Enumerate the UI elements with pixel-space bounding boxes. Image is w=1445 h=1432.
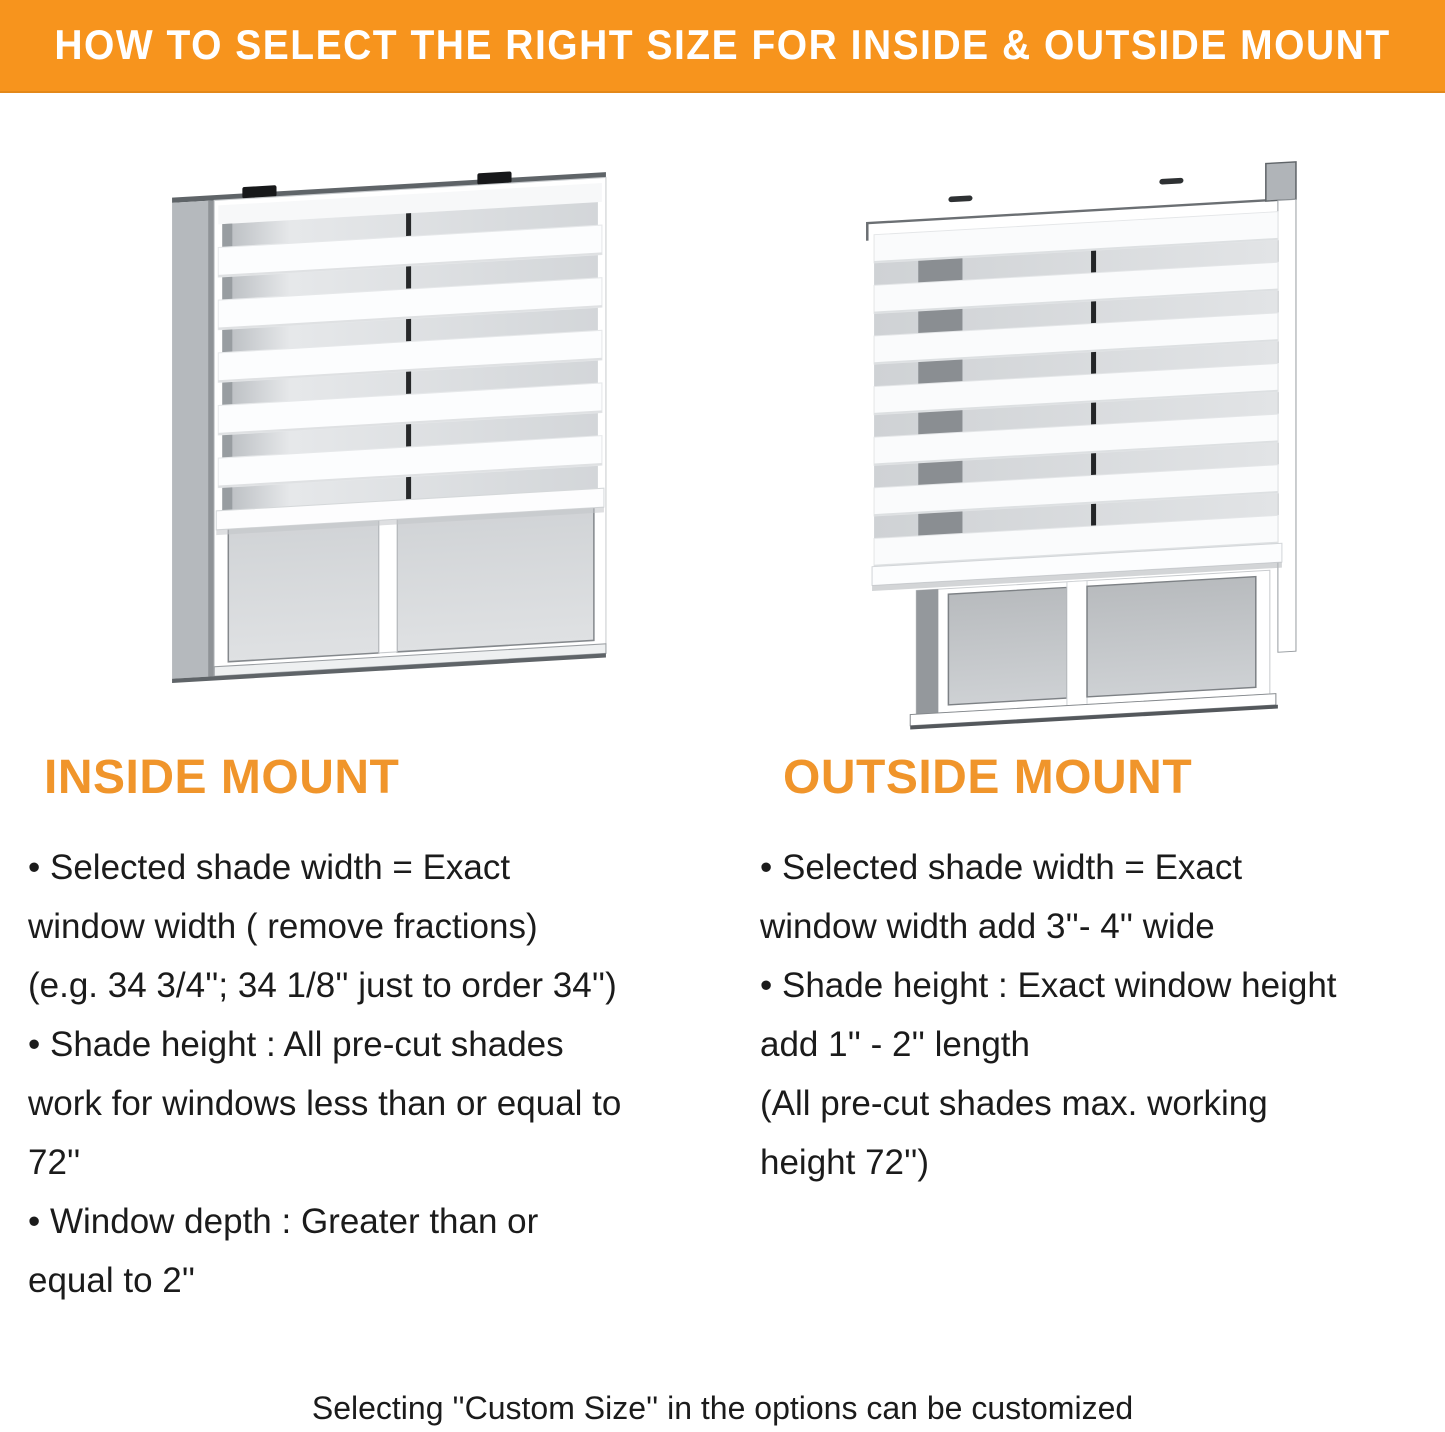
mounting-bracket: [1266, 162, 1296, 201]
zebra-shade: [872, 211, 1282, 591]
inside-mount-window-illustration: [158, 150, 620, 708]
inside-mount-heading: INSIDE MOUNT: [44, 751, 400, 804]
bullet-text-line: (e.g. 34 3/4''; 34 1/8'' just to order 34''): [28, 966, 617, 1005]
custom-size-note: Selecting ''Custom Size'' in the options can be customized: [311, 1390, 1134, 1426]
bullet-text-line: • Selected shade width = Exact: [28, 848, 511, 887]
banner: [0, 0, 1445, 93]
outside-mount-heading: OUTSIDE MOUNT: [783, 751, 1193, 804]
bullet-text-line: window width add 3''- 4'' wide: [760, 907, 1215, 946]
bullet-text-line: equal to 2'': [28, 1261, 196, 1300]
window-glass: [910, 570, 1278, 730]
bullet-text-line: work for windows less than or equal to: [28, 1084, 622, 1123]
bullet-text-line: add 1'' - 2'' length: [760, 1025, 1030, 1064]
bullet-text-line: • Shade height : All pre-cut shades: [28, 1025, 564, 1064]
bullet-text-line: 72'': [28, 1143, 81, 1182]
bullet-text-line: • Shade height : Exact window height: [760, 966, 1337, 1005]
inside-mount-specs: [28, 838, 728, 1310]
bullet-text-line: window width ( remove fractions): [28, 907, 538, 946]
bullet-text-line: height 72''): [760, 1143, 930, 1182]
window-frame-right: [1278, 199, 1296, 652]
bullet-text-line: • Window depth : Greater than or: [28, 1202, 539, 1241]
bullet-text-line: • Selected shade width = Exact: [760, 848, 1243, 887]
zebra-shade: [216, 183, 604, 535]
bullet-text-line: (All pre-cut shades max. working: [760, 1084, 1268, 1123]
outside-mount-window-illustration: [860, 138, 1302, 738]
banner-title: HOW TO SELECT THE RIGHT SIZE FOR INSIDE & OUTSIDE MOUNT: [54, 21, 1391, 69]
outside-mount-specs: [760, 838, 1445, 1192]
